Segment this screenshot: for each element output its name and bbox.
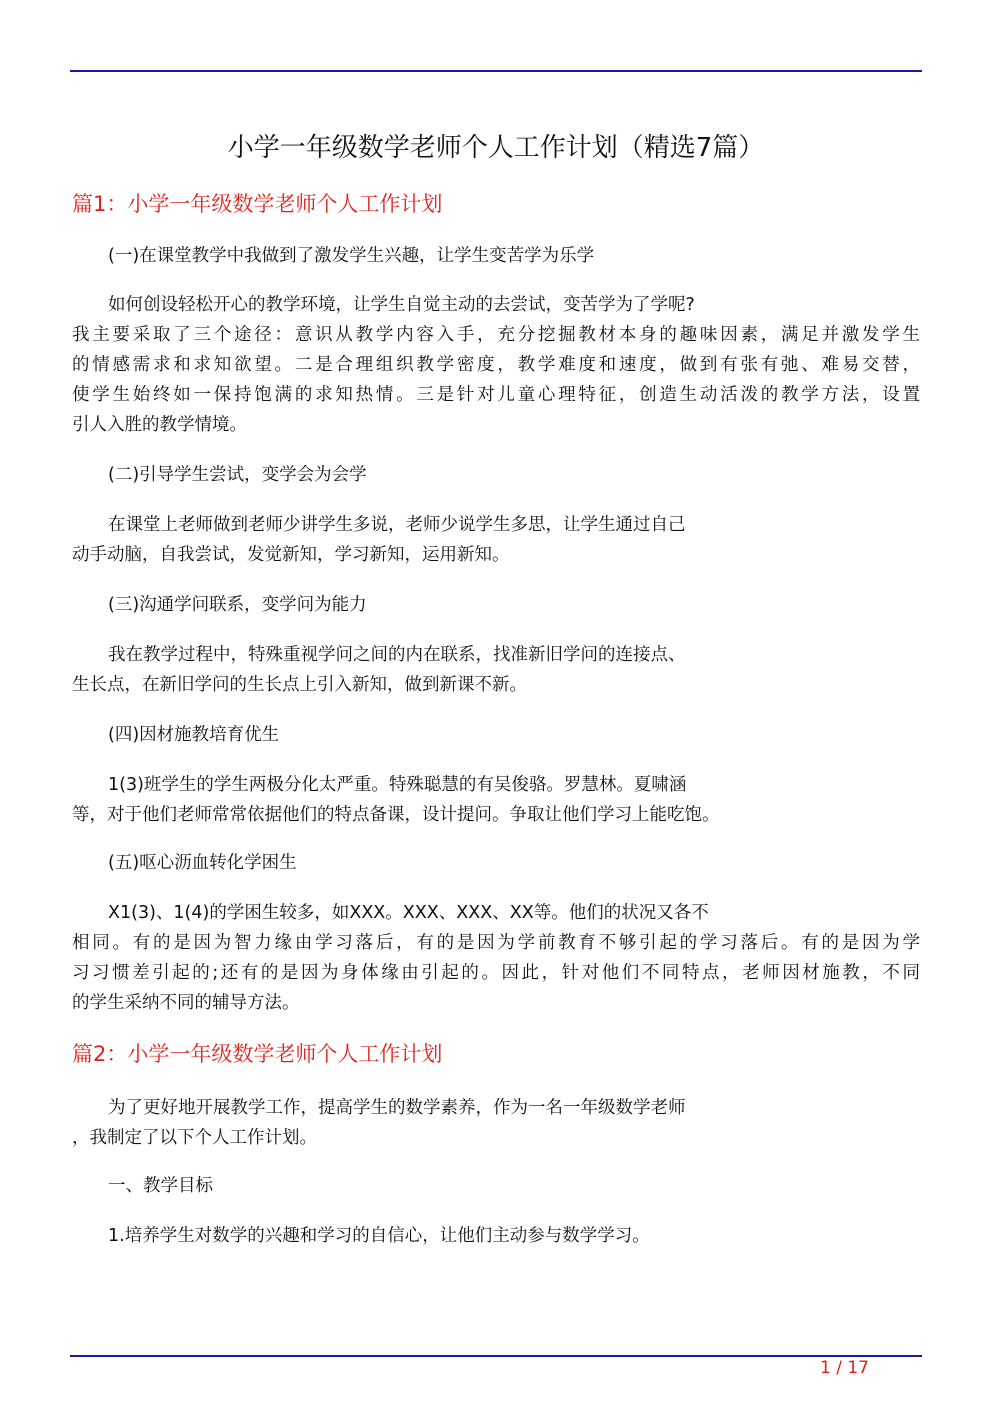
paragraph xyxy=(72,590,920,620)
line: 动手动脑，自我尝试，发觉新知，学习新知，运用新知。 xyxy=(72,545,510,565)
line: 等，对于他们老师常常依据他们的特点备课，设计提问。争取让他们学习上能吃饱。 xyxy=(72,805,720,825)
line: (三)沟通学问联系，变学问为能力 xyxy=(108,595,367,615)
line: 习习惯差引起的;还有的是因为身体缘由引起的。因此，针对他们不同特点，老师因材施教，不同 xyxy=(72,963,920,983)
paragraph xyxy=(72,510,920,570)
line: 的学生采纳不同的辅导方法。 xyxy=(72,993,300,1013)
line: (五)呕心沥血转化学困生 xyxy=(108,853,297,873)
paragraph xyxy=(72,770,920,830)
paragraph xyxy=(72,1171,920,1201)
bottom-rule xyxy=(70,1355,922,1357)
document-title: 小学一年级数学老师个人工作计划（精选7篇） xyxy=(227,133,765,163)
paragraph xyxy=(72,1221,920,1251)
line: 如何创设轻松开心的教学环境，让学生自觉主动的去尝试，变苦学为了学呢? xyxy=(108,295,695,315)
line: 使学生始终如一保持饱满的求知热情。三是针对儿童心理特征，创造生动活泼的教学方法，设置 xyxy=(72,385,920,405)
section-heading-1: 篇1：小学一年级数学老师个人工作计划 xyxy=(72,192,443,216)
page-number: 1 / 17 xyxy=(820,1358,869,1378)
line: 我主要采取了三个途径：意识从教学内容入手，充分挖掘教材本身的趣味因素，满足并激发学生 xyxy=(72,325,920,345)
top-rule xyxy=(70,70,922,72)
line: 一、教学目标 xyxy=(108,1176,213,1196)
line: (四)因材施教培育优生 xyxy=(108,725,280,745)
line: 为了更好地开展教学工作，提高学生的数学素养，作为一名一年级数学老师 xyxy=(108,1098,686,1118)
paragraph xyxy=(72,1093,920,1153)
line: 我在教学过程中，特殊重视学问之间的内在联系，找准新旧学问的连接点、 xyxy=(108,645,686,665)
line: 在课堂上老师做到老师少讲学生多说，老师少说学生多思，让学生通过自己 xyxy=(108,515,686,535)
paragraph xyxy=(72,898,920,1018)
paragraph xyxy=(72,640,920,700)
line: ，我制定了以下个人工作计划。 xyxy=(72,1128,317,1148)
line: 生长点，在新旧学问的生长点上引入新知，做到新课不新。 xyxy=(72,675,527,695)
paragraph xyxy=(72,290,920,440)
section-heading-2: 篇2：小学一年级数学老师个人工作计划 xyxy=(72,1042,443,1066)
line: 引人入胜的教学情境。 xyxy=(72,415,247,435)
line: 1.培养学生对数学的兴趣和学习的自信心，让他们主动参与数学学习。 xyxy=(108,1226,650,1246)
paragraph xyxy=(72,241,920,271)
line: 的情感需求和求知欲望。二是合理组织教学密度，教学难度和速度，做到有张有弛、难易交替， xyxy=(72,355,920,375)
line: X1(3)、1(4)的学困生较多，如XXX。XXX、XXX、XX等。他们的状况又各不 xyxy=(108,903,709,923)
line: (二)引导学生尝试，变学会为会学 xyxy=(108,465,367,485)
paragraph xyxy=(72,460,920,490)
paragraph xyxy=(72,848,920,878)
paragraph xyxy=(72,720,920,750)
line: (一)在课堂教学中我做到了激发学生兴趣，让学生变苦学为乐学 xyxy=(108,246,595,266)
line: 1(3)班学生的学生两极分化太严重。特殊聪慧的有吴俊骆。罗慧林。夏啸涵 xyxy=(108,775,687,795)
line: 相同。有的是因为智力缘由学习落后，有的是因为学前教育不够引起的学习落后。有的是因为学 xyxy=(72,933,920,953)
